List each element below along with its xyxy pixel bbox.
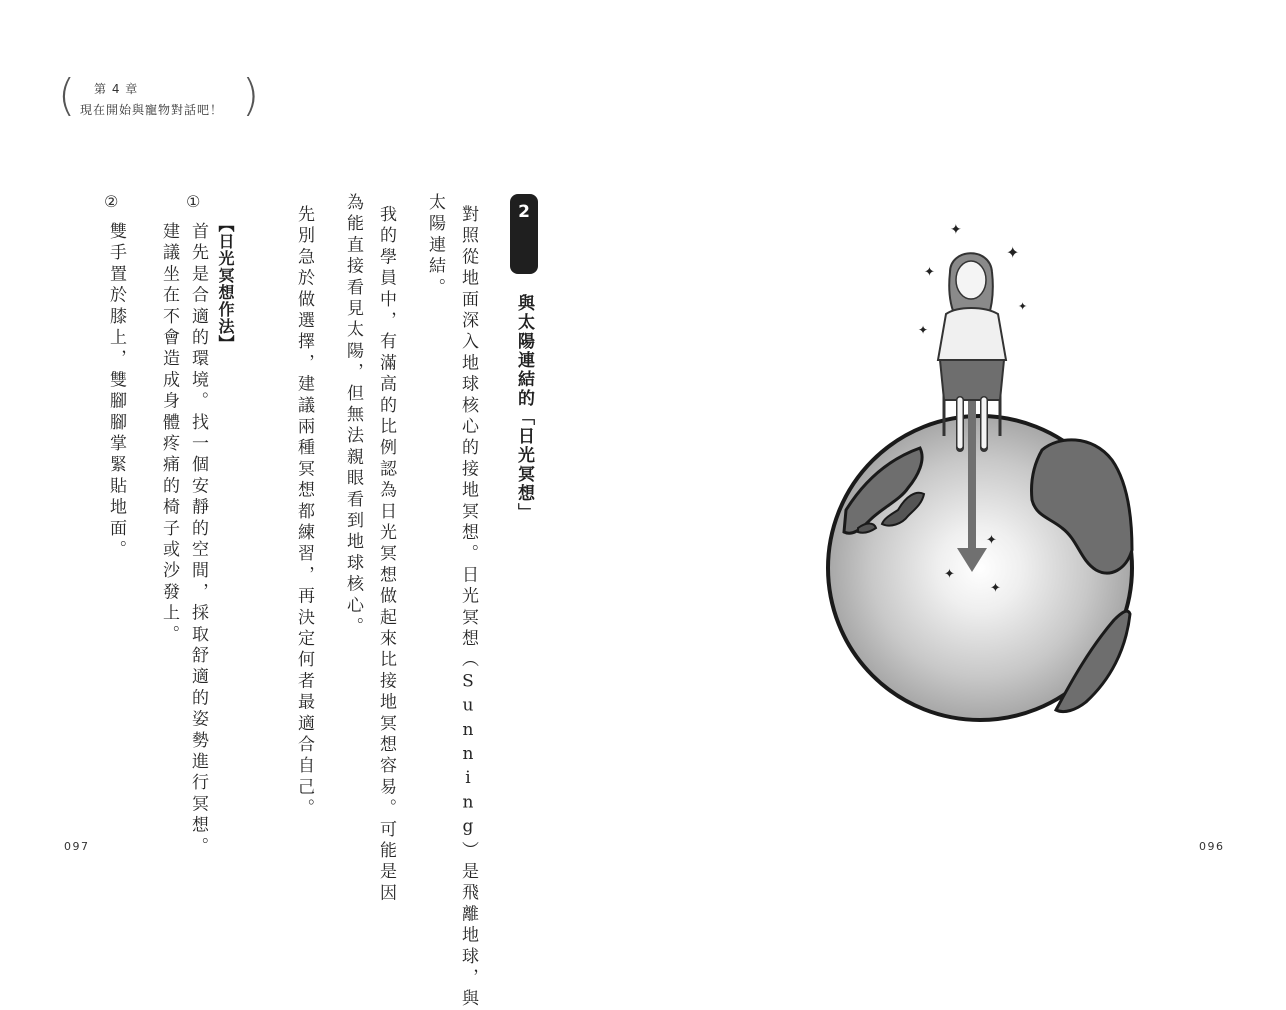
sparkle-icon: ✦ <box>950 222 962 238</box>
paragraph-line: 我的學員中，有滿高的比例認為日光冥想做起來比接地冥想容易。可能是因 <box>376 205 396 905</box>
sparkle-icon: ✦ <box>944 567 955 582</box>
page-number-right: 096 <box>1199 840 1225 853</box>
step-1-line: 首先是合適的環境。找一個安靜的空間，採取舒適的姿勢進行冥想。 <box>188 222 208 858</box>
meditation-badge-label: 冥想法2 <box>514 202 556 256</box>
meditation-badge <box>510 194 556 274</box>
header-left-paren: ( <box>58 70 76 121</box>
step-1-line: 建議坐在不會造成身體疼痛的椅子或沙發上。 <box>159 222 179 646</box>
paragraph-line: 太陽連結。 <box>425 193 445 299</box>
sparkle-icon: ✦ <box>924 265 935 280</box>
paragraph-line: 先別急於做選擇，建議兩種冥想都練習，再決定何者最適合自己。 <box>294 205 314 820</box>
step-1-number: ① <box>186 192 201 211</box>
sparkle-icon: ✦ <box>990 581 1001 596</box>
earth-illustration <box>810 210 1150 730</box>
sparkle-icon: ✦ <box>986 533 997 548</box>
girl-body <box>938 308 1006 360</box>
section-heading: 與太陽連結的「日光冥想」 <box>514 294 534 522</box>
method-title: 【日光冥想作法】 <box>216 216 235 352</box>
girl-face <box>956 261 986 299</box>
sparkle-icon: ✦ <box>918 323 929 337</box>
paragraph-line: 對照從地面深入地球核心的接地冥想。日光冥想（Sunning）是飛離地球，與 <box>458 205 478 1010</box>
girl-skirt <box>940 360 1004 400</box>
sparkle-icon: ✦ <box>1006 243 1020 262</box>
step-2-number: ② <box>104 192 119 211</box>
paragraph-line: 為能直接看見太陽，但無法親眼看到地球核心。 <box>343 193 363 639</box>
chapter-number: 第 4 章 <box>94 82 139 96</box>
step-2-line: 雙手置於膝上，雙腳腳掌緊貼地面。 <box>106 222 126 562</box>
chapter-title: 現在開始與寵物對話吧！ <box>80 103 224 117</box>
page-number-left: 097 <box>64 840 90 853</box>
sparkle-icon: ✦ <box>1018 300 1028 313</box>
header-right-paren: ) <box>242 70 260 121</box>
